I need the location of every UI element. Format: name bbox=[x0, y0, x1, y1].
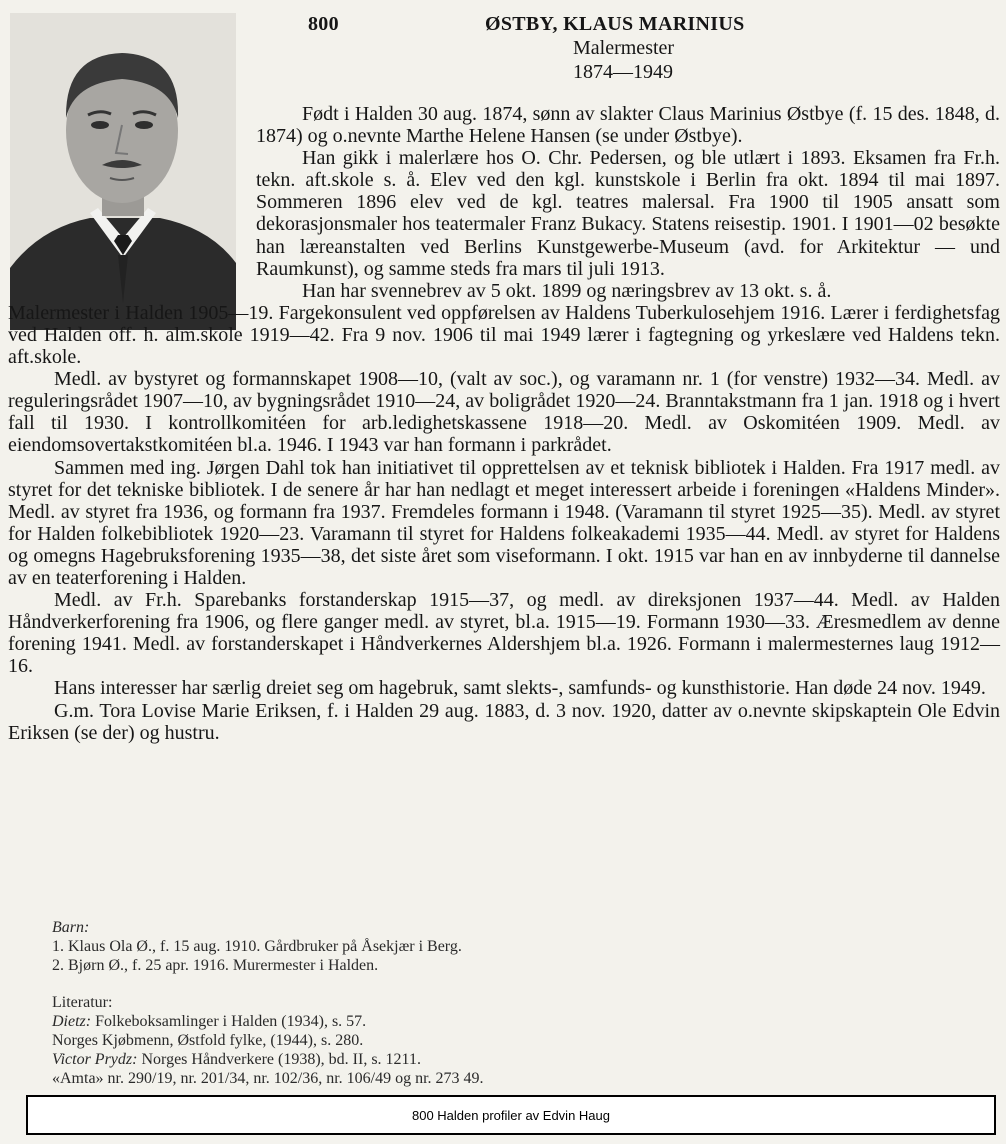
literature-label: Literatur: bbox=[52, 994, 113, 1011]
paragraph: G.m. Tora Lovise Marie Eriksen, f. i Halden 29 aug. 1883, d. 3 nov. 1920, datter av o.nevnte skipskaptein Ole Edvin Eriksen (se der) og hustru. bbox=[8, 699, 1000, 744]
literature-item bbox=[52, 1012, 484, 1031]
literature-text: Norges Håndverkere (1938), bd. II, s. 1211. bbox=[137, 1051, 421, 1068]
literature-text: Folkeboksamlinger i Halden (1934), s. 57. bbox=[91, 1013, 367, 1030]
paragraph: Medl. av Fr.h. Sparebanks forstanderskap 1915—37, og medl. av direksjonen 1937—44. Medl. av Halden Håndverkerforening fra 1906, og flere ganger medl. av styret, bl.a. 1915—19. Formann 1930—33. Æresmedlem av denne forening 1941. Medl. av forstanderskapet i Håndverkernes Aldershjem bl.a. 1926. Formann i malermesternes laug 1912—16. bbox=[8, 589, 1000, 678]
paragraph: Født i Halden 30 aug. 1874, sønn av slakter Claus Marinius Østbye (f. 15 des. 1848, d. 1874) og o.nevnte Marthe Helene Hansen (se under Østbye). bbox=[256, 103, 1000, 148]
literature-item bbox=[52, 1031, 484, 1050]
paragraph: Han gikk i malerlære hos O. Chr. Pedersen, og ble utlært i 1893. Eksamen fra Fr.h. tekn. aft.skole s. å. Elev ved den kgl. kunstskole i Berlin fra okt. 1894 til mai 1897. Sommeren 1896 elev ved de kgl. teatres malersal. Fra 1900 til 1905 ansatt som dekorasjonsmaler hos teatermaler Franz Bukacy. Statens reisestip. 1901. I 1901—02 besøkte han læreanstalten ved Berlins Kunstgewerbe-Museum (avd. for Arkitektur — und Raumkunst), og samme steds fra mars til juli 1913. bbox=[256, 147, 1000, 280]
paragraph: Hans interesser har særlig dreiet seg om hagebruk, samt slekts-, samfunds- og kunsthistorie. Han døde 24 nov. 1949. bbox=[54, 677, 986, 700]
child-item: 2. Bjørn Ø., f. 25 apr. 1916. Murermester i Halden. bbox=[52, 957, 379, 974]
entry-years: 1874—1949 bbox=[573, 61, 673, 83]
literature-list bbox=[52, 993, 484, 1088]
literature-item bbox=[52, 1069, 484, 1088]
children-list bbox=[52, 918, 462, 975]
footer-caption-box bbox=[26, 1095, 996, 1135]
entry-number: 800 bbox=[308, 13, 339, 35]
children-label: Barn: bbox=[52, 919, 90, 936]
literature-item bbox=[52, 1050, 484, 1069]
paragraph: Han har svennebrev av 5 okt. 1899 og næringsbrev av 13 okt. s. å. bbox=[302, 279, 832, 302]
footer-caption: 800 Halden profiler av Edvin Haug bbox=[411, 1107, 610, 1123]
literature-author: Victor Prydz: bbox=[52, 1051, 138, 1068]
paragraph: Malermester i Halden 1905—19. Fargekonsulent ved oppførelsen av Haldens Tuberkulosehjem 1916. Lærer i ferdighetsfag ved Halden off. h. alm.skole 1919—42. Fra 9 nov. 1906 til mai 1949 lærer i fagtegning og yrkeslære ved Haldens tekn. aft.skole. bbox=[8, 301, 1000, 369]
biography-text bbox=[8, 103, 1000, 744]
entry-name: ØSTBY, KLAUS MARINIUS bbox=[485, 13, 745, 35]
literature-author: Dietz: bbox=[52, 1013, 92, 1030]
child-item: 1. Klaus Ola Ø., f. 15 aug. 1910. Gårdbruker på Åsekjær i Berg. bbox=[52, 938, 462, 955]
literature-text: «Amta» nr. 290/19, nr. 201/34, nr. 102/36, nr. 106/49 og nr. 273 49. bbox=[52, 1070, 484, 1087]
paragraph: Sammen med ing. Jørgen Dahl tok han initiativet til opprettelsen av et teknisk bibliotek i Halden. Fra 1917 medl. av styret for det tekniske bibliotek. I de senere år har han nedlagt et meget interessert arbeide i foreningen «Haldens Minder». Medl. av styret fra 1936, og formann fra 1937. Fremdeles formann i 1948. (Varamann til styret 1925—35). Medl. av styret for Halden folkebibliotek 1920—23. Varamann til styret for Haldens folkeakademi 1935—44. Medl. av styret for Haldens og omegns Hagebruksforening 1935—38, det siste året som viseformann. I okt. 1915 var han en av innbyderne til dannelse av en teaterforening i Halden. bbox=[8, 456, 1000, 589]
literature-text: Norges Kjøbmenn, Østfold fylke, (1944), s. 280. bbox=[52, 1032, 364, 1049]
paragraph: Medl. av bystyret og formannskapet 1908—10, (valt av soc.), og varamann nr. 1 (for venstre) 1932—34. Medl. av reguleringsrådet 1907—10, av bygningsrådet 1910—24, av boligrådet 1920—24. Branntakstmann fra 1 jan. 1918 og i hvert fall til 1930. I kontrollkomitéen for arb.ledighetskassene 1918—20. Medl. av Oskomitéen 1909. Medl. av eiendomsovertakstkomitéen bl.a. 1946. I 1943 var han formann i parkrådet. bbox=[8, 368, 1000, 457]
entry-occupation: Malermester bbox=[573, 37, 675, 59]
